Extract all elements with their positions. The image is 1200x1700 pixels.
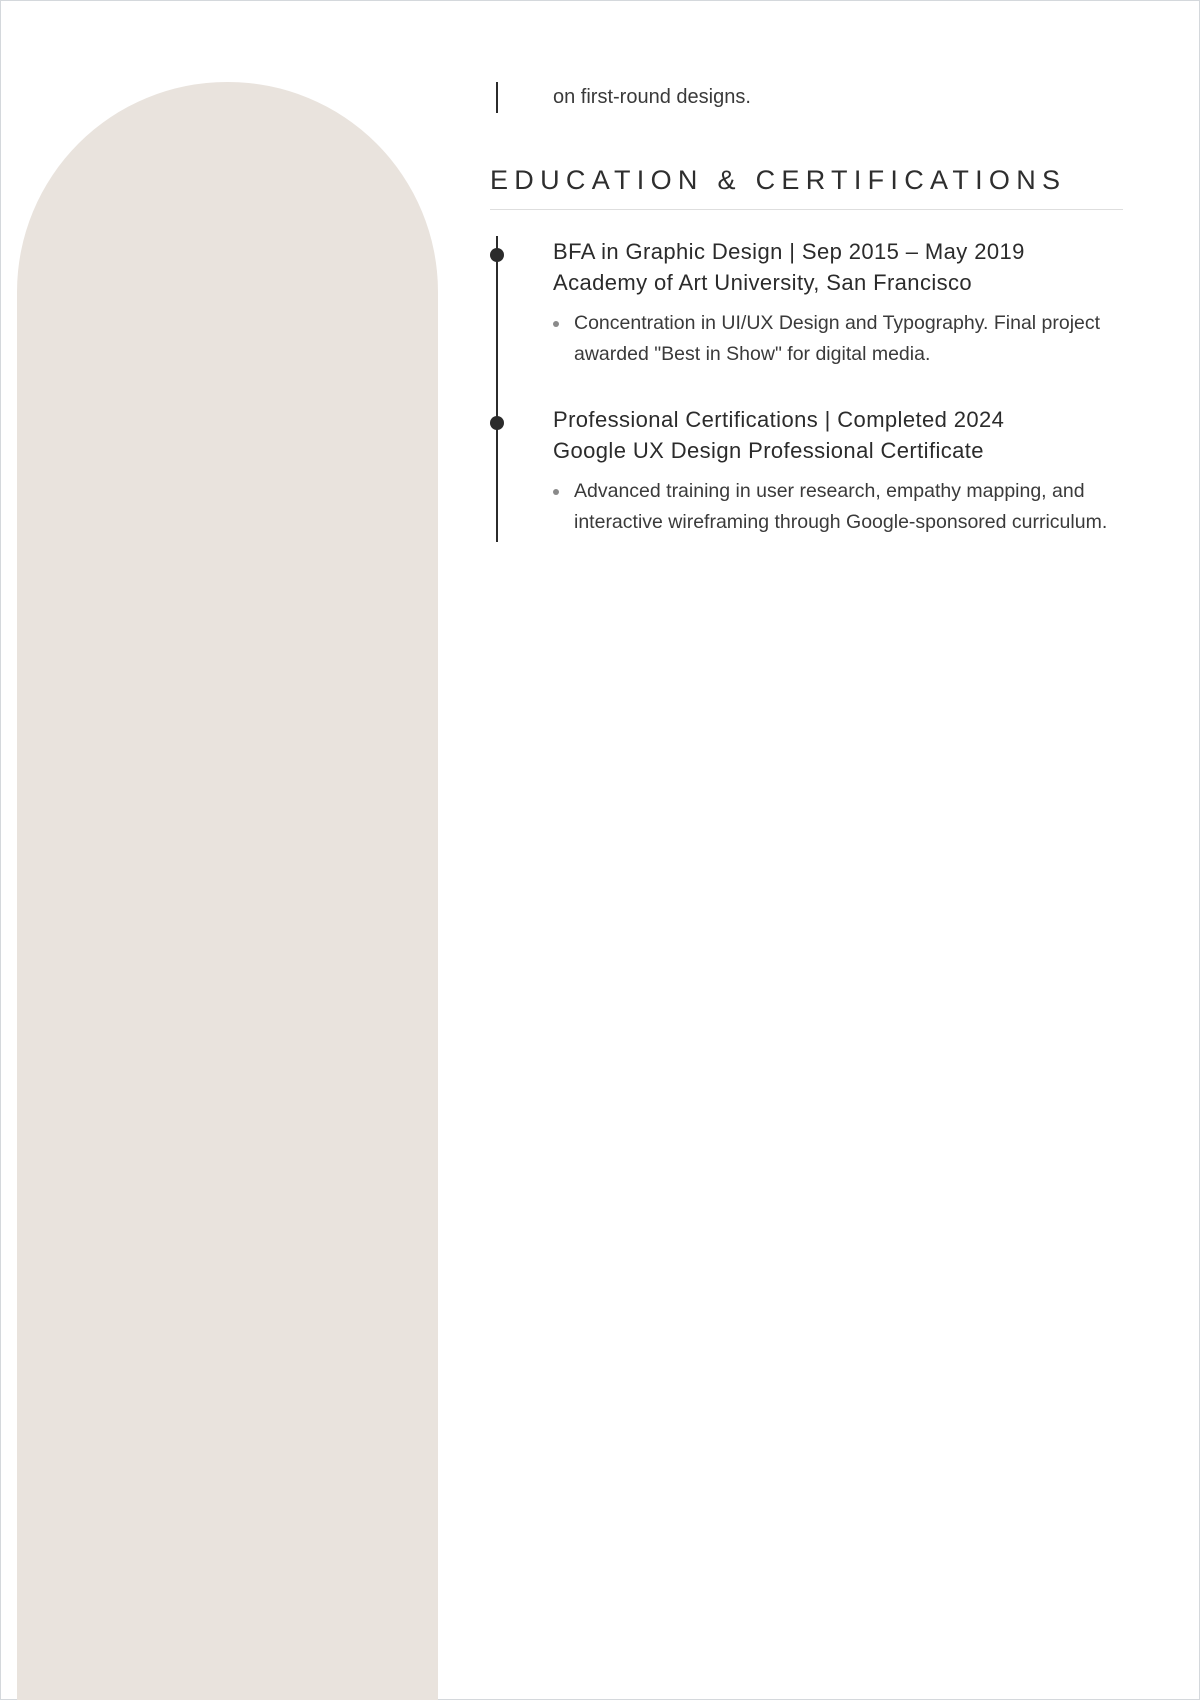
bullet-icon [553,489,559,495]
entry-heading: Professional Certifications | Completed 2024 [553,407,1005,432]
list-item [574,308,1123,370]
decorative-arch-panel [17,82,438,1700]
entry-bullet-list [553,476,1123,538]
list-item [574,476,1123,538]
bullet-text: Advanced training in user research, empathy mapping, and interactive wireframing through Google-sponsored curriculum. [574,480,1108,533]
bullet-text: Concentration in UI/UX Design and Typography. Final project awarded "Best in Show" for digital media. [574,312,1101,365]
education-entry [498,236,1123,370]
experience-bullet-continuation: on first-round designs. [553,86,751,108]
timeline-dot-icon [490,416,504,430]
entry-institution: Academy of Art University, San Francisco [553,270,973,295]
section-divider [490,209,1123,210]
entry-institution: Google UX Design Professional Certificate [553,438,984,463]
experience-timeline-continuation [496,82,1123,113]
section-title-education: EDUCATION & CERTIFICATIONS [490,165,1067,195]
education-timeline [496,236,1123,542]
certification-entry [498,404,1123,538]
timeline-dot-icon [490,248,504,262]
main-content [490,0,1123,542]
entry-bullet-list [553,308,1123,370]
bullet-icon [553,321,559,327]
entry-heading: BFA in Graphic Design | Sep 2015 – May 2019 [553,239,1025,264]
